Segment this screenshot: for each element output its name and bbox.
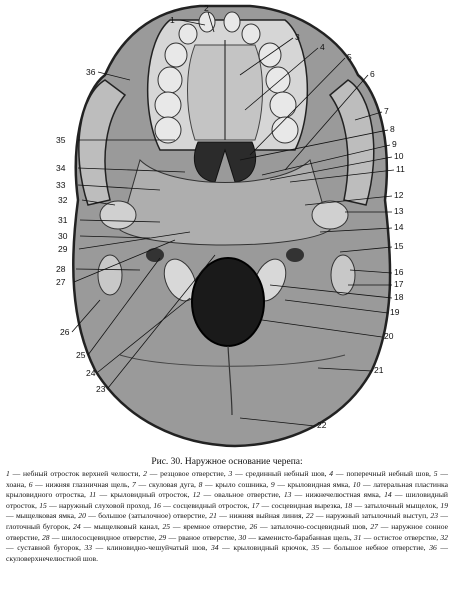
legend-text: — большое (затылочное) отверстие, [85, 511, 210, 521]
label-4: 4 [320, 42, 325, 52]
legend-text: — каменисто-барабанная щель, [246, 532, 354, 542]
legend-entry [84, 543, 210, 552]
legend-text: — мыщелковый канал, [80, 521, 163, 531]
legend-text: — наружный слуховой проход, [46, 500, 154, 510]
legend-text: — латеральная пластинка крыловидного отростка, [6, 479, 448, 500]
label-7: 7 [384, 106, 389, 116]
legend-text: — мыщелковая ямка, [6, 511, 79, 521]
label-32: 32 [58, 195, 68, 205]
legend-number: 8 [198, 479, 203, 489]
label-22: 22 [317, 420, 327, 430]
label-24: 24 [86, 368, 96, 378]
mastoid-right [331, 255, 355, 295]
label-3: 3 [295, 32, 300, 42]
legend-number: 26 [249, 521, 258, 531]
legend-entry [159, 533, 239, 542]
legend-entry [89, 490, 192, 499]
legend-entry [143, 469, 228, 478]
legend-text: — нижняя глазничная щель, [32, 479, 133, 489]
legend-number: 17 [251, 500, 260, 510]
legend-number: 24 [73, 521, 81, 531]
legend-entry [29, 480, 132, 489]
legend-text: — большое небное отверстие, [319, 543, 430, 553]
label-12: 12 [394, 190, 404, 200]
legend-number: 30 [238, 532, 247, 542]
legend-entry [329, 469, 433, 478]
legend-entry [73, 522, 162, 531]
legend-entry [199, 480, 271, 489]
legend-number: 20 [78, 511, 86, 521]
legend-entry [345, 501, 441, 510]
legend-text: — наружный затылочный выступ, [313, 511, 431, 521]
label-19: 19 [390, 307, 400, 317]
legend-number: 25 [162, 521, 171, 531]
label-13: 13 [394, 206, 404, 216]
legend-number: 21 [209, 511, 217, 521]
legend-entry [284, 490, 384, 499]
legend-entry [271, 480, 353, 489]
legend-text: — крыло сошника, [202, 479, 271, 489]
legend-entry [354, 533, 441, 542]
legend-number: 33 [84, 543, 93, 553]
legend-entry [163, 522, 250, 531]
jugular-foramen-right [286, 248, 304, 262]
label-21: 21 [374, 365, 384, 375]
mandibular-fossa-right [312, 201, 348, 229]
jugular-foramen-left [146, 248, 164, 262]
legend-text: — сосцевидная вырезка, [259, 500, 345, 510]
label-11: 11 [396, 164, 405, 174]
legend-entry [228, 469, 329, 478]
legend-entry [193, 490, 284, 499]
legend-number: 36 [429, 543, 437, 553]
legend-text: — сосцевидный отросток, [160, 500, 252, 510]
legend-text: — наружное сонное отверстие, [6, 521, 448, 542]
legend-text: — поперечный небный шов, [333, 469, 434, 478]
legend-number: 18 [344, 500, 353, 510]
legend-number: 19 [440, 500, 448, 510]
legend-number: 4 [329, 469, 334, 478]
legend-number: 23 [430, 511, 439, 521]
label-27: 27 [56, 277, 66, 287]
label-5: 5 [347, 52, 352, 62]
legend-text: — резцовое отверстие, [146, 469, 229, 478]
label-36: 36 [86, 67, 96, 77]
legend-number: 28 [42, 532, 50, 542]
label-18: 18 [394, 292, 404, 302]
legend-text: — крыловидная ямка, [274, 479, 353, 489]
legend-entry [132, 480, 199, 489]
legend-number: 1 [6, 469, 10, 478]
legend-number: 6 [28, 479, 33, 489]
legend-text: — скуловая дуга, [135, 479, 199, 489]
legend-entry [209, 511, 306, 520]
legend-entry [306, 511, 431, 520]
legend-text: — шилососцевидное отверстие, [49, 532, 159, 542]
mastoid-left [98, 255, 122, 295]
legend-text: — крыловидный крючок, [218, 543, 312, 553]
legend-text: — затылочный мыщелок, [352, 500, 441, 510]
label-20: 20 [384, 331, 394, 341]
legend-text: — крыловидный отросток, [96, 490, 193, 500]
legend-entry [252, 501, 345, 510]
legend-entry [39, 501, 153, 510]
legend-number: 31 [353, 532, 362, 542]
legend-number: 9 [270, 479, 275, 489]
legend-number: 27 [370, 521, 378, 531]
legend-number: 35 [311, 543, 320, 553]
legend-text: — нижняя выйная линия, [216, 511, 306, 521]
label-30: 30 [58, 231, 68, 241]
legend-text: — нижнечелюстная ямка, [291, 490, 385, 500]
legend-text: — затылочно-сосцевидный шов, [257, 521, 371, 531]
legend-number: 2 [143, 469, 147, 478]
caption-title: Рис. 30. Наружное основание черепа: [151, 457, 303, 467]
label-28: 28 [56, 264, 66, 274]
label-17: 17 [394, 279, 404, 289]
legend-number: 15 [39, 500, 47, 510]
label-29: 29 [58, 244, 68, 254]
legend-text: — глоточный бугорок, [6, 511, 449, 531]
legend-entry [6, 469, 143, 478]
figure-caption [6, 457, 448, 564]
label-31: 31 [58, 215, 68, 225]
legend-entry [42, 533, 159, 542]
label-8: 8 [390, 124, 395, 134]
label-6: 6 [370, 69, 375, 79]
label-35: 35 [56, 135, 66, 145]
mandibular-fossa-left [100, 201, 136, 229]
legend-number: 10 [352, 479, 361, 489]
legend-number: 5 [433, 469, 438, 478]
legend-text: — хоана, [6, 469, 448, 489]
legend-entry [239, 533, 354, 542]
legend-text: — яремное отверстие, [170, 521, 250, 531]
legend-text: — скуловерхнечелюстной шов. [6, 543, 449, 563]
legend-number: 16 [153, 500, 161, 510]
legend-text: — клиновидно-чешуйчатый шов, [92, 543, 211, 553]
legend-number: 34 [210, 543, 219, 553]
legend-number: 11 [89, 490, 97, 500]
label-2: 2 [204, 3, 209, 13]
label-14: 14 [394, 222, 404, 232]
label-34: 34 [56, 163, 66, 173]
label-25: 25 [76, 350, 86, 360]
legend-number: 3 [228, 469, 233, 478]
legend-text: — остистое отверстие, [361, 532, 441, 542]
legend-number: 29 [158, 532, 167, 542]
legend-text: — овальное отверстие, [200, 490, 284, 500]
legend-text: — рваное отверстие, [166, 532, 239, 542]
foramen-magnum [192, 258, 264, 346]
legend-entry [250, 522, 371, 531]
label-26: 26 [60, 327, 70, 337]
legend-entry [78, 511, 209, 520]
legend-entry [153, 501, 251, 510]
label-1: 1 [170, 15, 175, 25]
legend-text: — срединный небный шов, [232, 469, 330, 478]
legend-number: 14 [384, 490, 392, 500]
legend-number: 32 [440, 532, 448, 542]
legend-number: 7 [132, 479, 136, 489]
legend-text: — суставной бугорок, [6, 543, 85, 553]
legend-entry [312, 543, 430, 552]
label-10: 10 [394, 151, 404, 161]
legend-number: 22 [305, 511, 314, 521]
legend-text: — шиловидный отросток, [6, 490, 448, 510]
label-9: 9 [392, 139, 397, 149]
legend-text: — небный отросток верхней челюсти, [9, 469, 144, 478]
legend-number: 13 [283, 490, 292, 500]
label-15: 15 [394, 241, 404, 251]
legend-number: 12 [192, 490, 201, 500]
label-33: 33 [56, 180, 66, 190]
legend-entry [211, 543, 312, 552]
label-23: 23 [96, 384, 106, 394]
caption-legend [6, 469, 448, 564]
label-16: 16 [394, 267, 404, 277]
